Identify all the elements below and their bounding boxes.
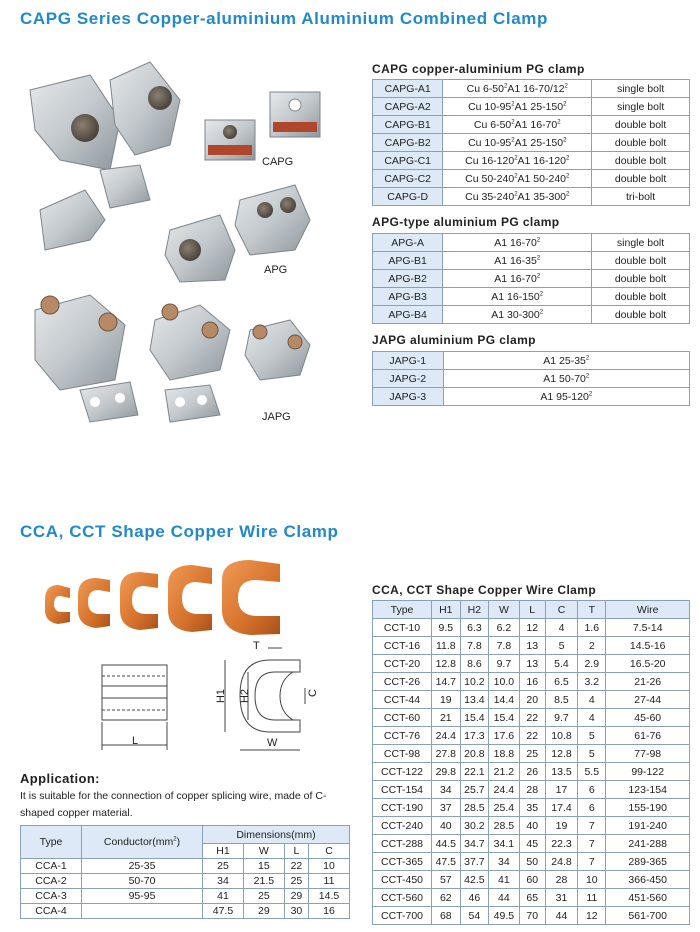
table-cell: 14.7 <box>432 673 461 691</box>
table-cell: Cu $6-50^2A1$ $16-70^2$ <box>443 116 592 134</box>
table-cell: CCT-700 <box>373 907 432 925</box>
table-cell: 44.5 <box>432 835 461 853</box>
table-cell: 41 <box>489 871 519 889</box>
table-cell: 24.4 <box>489 781 519 799</box>
table-cell: 42.5 <box>460 871 489 889</box>
table-cell: CAPG-A1 <box>373 80 443 98</box>
table-cell: double bolt <box>592 134 690 152</box>
cct-clamp-2 <box>78 578 110 628</box>
table-cell: 34.1 <box>489 835 519 853</box>
japg-plate-1 <box>80 382 138 422</box>
table-row <box>373 98 690 116</box>
application-text: It is suitable for the connection of copper splicing wire, made of C-shaped copper material. <box>20 790 327 819</box>
table-cell: 10.8 <box>545 727 577 745</box>
table-cell: CCA-1 <box>21 859 82 874</box>
table-cell: 19 <box>432 691 461 709</box>
table-cell: 21-26 <box>606 673 690 691</box>
table-cell: double bolt <box>592 252 690 270</box>
table-cell: 50-70 <box>82 874 203 889</box>
table-cell: 27-44 <box>606 691 690 709</box>
table-cell: CCT-26 <box>373 673 432 691</box>
table-cell: single bolt <box>592 98 690 116</box>
table-cell: 62 <box>432 889 461 907</box>
table-cell: 29 <box>284 889 308 904</box>
table-cell: 28 <box>545 871 577 889</box>
header-w: W <box>489 601 519 619</box>
table-cell: 9.7 <box>489 655 519 673</box>
table-cell: 29 <box>243 904 284 919</box>
table-cell: Cu $50-240^2A1$ $50-240^2$ <box>443 170 592 188</box>
table-cell: CAPG-B2 <box>373 134 443 152</box>
table-cell: CCT-154 <box>373 781 432 799</box>
table-cell: CCT-60 <box>373 709 432 727</box>
table-cell: 45-60 <box>606 709 690 727</box>
table-cell: CCT-450 <box>373 871 432 889</box>
table-cell: 15 <box>243 859 284 874</box>
table-cell: 4 <box>578 691 606 709</box>
table-cell: 24.4 <box>432 727 461 745</box>
table-cell: 12.8 <box>432 655 461 673</box>
table-row <box>373 673 690 691</box>
table-cell: 41 <box>203 889 244 904</box>
header-c: C <box>545 601 577 619</box>
table-cell: 14.5-16 <box>606 637 690 655</box>
table-row <box>373 745 690 763</box>
table-cell: 11 <box>309 874 350 889</box>
table-cell: 289-365 <box>606 853 690 871</box>
table-cell: Cu $16-120^2A1$ $16-120^2$ <box>443 152 592 170</box>
table-row <box>373 352 690 370</box>
table-cell: 27.8 <box>432 745 461 763</box>
table-cell: 34 <box>432 781 461 799</box>
table-cell: 12 <box>578 907 606 925</box>
table-cell: 40 <box>432 817 461 835</box>
japg-plate-2 <box>165 385 220 422</box>
table-cell: 35 <box>519 799 545 817</box>
apg-flat-1 <box>40 190 105 250</box>
table-cell: CCT-560 <box>373 889 432 907</box>
table-cell: 7.5-14 <box>606 619 690 637</box>
table-cell: 10.0 <box>489 673 519 691</box>
table-cell: 21.2 <box>489 763 519 781</box>
header-dim: W <box>243 844 284 859</box>
table-cell: tri-bolt <box>592 188 690 206</box>
table-cell: CAPG-D <box>373 188 443 206</box>
table-cell: A1 $50-70^2$ <box>443 370 689 388</box>
table-cell: CCT-288 <box>373 835 432 853</box>
table-cell: 14.4 <box>489 691 519 709</box>
table-cell: CAPG-C1 <box>373 152 443 170</box>
copper-clamp-photos <box>40 560 290 635</box>
table-cell: CCT-44 <box>373 691 432 709</box>
table-cell: 46 <box>460 889 489 907</box>
table-cell: 17.4 <box>545 799 577 817</box>
table-cell: 9.5 <box>432 619 461 637</box>
table-cell: 6.5 <box>545 673 577 691</box>
table-cell: 28.5 <box>489 817 519 835</box>
cct-clamp-5 <box>222 560 280 635</box>
table-cell: JAPG-3 <box>373 388 444 406</box>
table-cell: 34.7 <box>460 835 489 853</box>
table-row <box>373 889 690 907</box>
table-row <box>373 907 690 925</box>
table-row <box>373 116 690 134</box>
table-cell: 37.7 <box>460 853 489 871</box>
table-row <box>373 763 690 781</box>
table-row <box>373 234 690 252</box>
table-cell: 17.6 <box>489 727 519 745</box>
table-row <box>373 835 690 853</box>
header-dimensions: Dimensions(mm) <box>203 826 350 844</box>
dim-label-h2: H2 <box>239 688 252 704</box>
table-cell: 191-240 <box>606 817 690 835</box>
table-cell: 21 <box>432 709 461 727</box>
label-japg: JAPG <box>262 411 291 423</box>
table-cell: 8.6 <box>460 655 489 673</box>
table-cell: 11.8 <box>432 637 461 655</box>
apg-table <box>372 233 690 324</box>
table-row <box>373 252 690 270</box>
table-row <box>21 874 350 889</box>
header-dim: L <box>284 844 308 859</box>
table-cell: 6 <box>578 799 606 817</box>
table-cell: 45 <box>519 835 545 853</box>
table-cell: 54 <box>460 907 489 925</box>
table-cell: 19 <box>545 817 577 835</box>
table-cell: 10 <box>309 859 350 874</box>
table-cell: CCT-240 <box>373 817 432 835</box>
japg-table-title: JAPG aluminium PG clamp <box>372 333 536 347</box>
table-cell: 7 <box>578 853 606 871</box>
clamp-photos-pg <box>20 50 360 450</box>
table-cell: 47.5 <box>432 853 461 871</box>
table-cell: 68 <box>432 907 461 925</box>
table-cell: 11 <box>578 889 606 907</box>
table-cell: 26 <box>519 763 545 781</box>
table-cell: 5 <box>545 637 577 655</box>
table-cell: 21.5 <box>243 874 284 889</box>
header-h1: H1 <box>432 601 461 619</box>
table-cell: double bolt <box>592 270 690 288</box>
table-cell: 44 <box>545 907 577 925</box>
table-cell: A1 $25-35^2$ <box>443 352 689 370</box>
table-cell: 10.2 <box>460 673 489 691</box>
apg-clamp-2 <box>235 185 310 255</box>
table-cell: APG-B1 <box>373 252 443 270</box>
dim-label-h1: H1 <box>215 688 228 704</box>
table-cell: double bolt <box>592 306 690 324</box>
table-cell: 22 <box>284 859 308 874</box>
apg-table-title: APG-type aluminium PG clamp <box>372 215 560 229</box>
table-cell: 30 <box>284 904 308 919</box>
table-cell: CCT-98 <box>373 745 432 763</box>
table-cell: CCT-365 <box>373 853 432 871</box>
table-cell: 7 <box>578 817 606 835</box>
table-cell: 44 <box>489 889 519 907</box>
table-cell: 24.8 <box>545 853 577 871</box>
table-cell: APG-B2 <box>373 270 443 288</box>
capg-clamp-small-1 <box>205 120 255 160</box>
table-cell: 25 <box>519 745 545 763</box>
table-row <box>373 727 690 745</box>
header-wire: Wire <box>606 601 690 619</box>
table-cell: 5.4 <box>545 655 577 673</box>
table-cell: A1 $30-300^2$ <box>443 306 592 324</box>
table-cell: CCT-20 <box>373 655 432 673</box>
table-row <box>373 170 690 188</box>
table-cell: 366-450 <box>606 871 690 889</box>
table-row <box>373 134 690 152</box>
table-row <box>373 388 690 406</box>
table-cell: 77-98 <box>606 745 690 763</box>
table-cell: JAPG-1 <box>373 352 444 370</box>
table-cell: 6.2 <box>489 619 519 637</box>
table-cell: 6 <box>578 781 606 799</box>
header-conductor: $Conductor(mm^2)$ <box>82 826 203 859</box>
table-cell: 31 <box>545 889 577 907</box>
cct-clamp-4 <box>168 565 212 632</box>
table-cell: 47.5 <box>203 904 244 919</box>
table-cell: CCA-2 <box>21 874 82 889</box>
japg-clamp-2 <box>150 304 230 380</box>
table-cell: 34 <box>203 874 244 889</box>
table-cell: 34 <box>489 853 519 871</box>
table-row <box>373 270 690 288</box>
table-cell: 1.6 <box>578 619 606 637</box>
table-cell: 60 <box>519 871 545 889</box>
cct-clamp-3 <box>120 572 158 630</box>
table-cell: A1 $95-120^2$ <box>443 388 689 406</box>
cca-table <box>20 825 350 919</box>
table-cell: 57 <box>432 871 461 889</box>
table-cell: 451-560 <box>606 889 690 907</box>
table-cell: 12 <box>519 619 545 637</box>
table-cell: 25 <box>284 874 308 889</box>
table-row <box>373 152 690 170</box>
table-cell: 40 <box>519 817 545 835</box>
capg-table <box>372 79 690 206</box>
table-cell: CCT-16 <box>373 637 432 655</box>
header-type: Type <box>373 601 432 619</box>
table-row <box>21 859 350 874</box>
table-cell: CCT-122 <box>373 763 432 781</box>
table-cell: 28 <box>519 781 545 799</box>
table-cell: 17 <box>545 781 577 799</box>
capg-table-title: CAPG copper-aluminium PG clamp <box>372 62 585 76</box>
table-cell: 15.4 <box>460 709 489 727</box>
cct-clamp-1 <box>45 585 70 624</box>
cct-table <box>372 600 690 925</box>
table-cell: 13.5 <box>545 763 577 781</box>
table-cell: Cu $35-240^2A1$ $35-300^2$ <box>443 188 592 206</box>
table-cell: APG-B4 <box>373 306 443 324</box>
table-cell: CAPG-C2 <box>373 170 443 188</box>
table-cell: 25 <box>243 889 284 904</box>
table-cell: 25-35 <box>82 859 203 874</box>
section1-title: CAPG Series Copper-aluminium Aluminium Combined Clamp <box>20 9 549 28</box>
table-cell: 20.8 <box>460 745 489 763</box>
table-cell: 99-122 <box>606 763 690 781</box>
table-cell: CCA-3 <box>21 889 82 904</box>
table-cell: 25 <box>203 859 244 874</box>
table-cell: 9.7 <box>545 709 577 727</box>
table-cell: 5.5 <box>578 763 606 781</box>
japg-clamp-1 <box>35 295 125 390</box>
dim-label-t: T <box>253 640 260 652</box>
table-cell: 13 <box>519 637 545 655</box>
table-cell: double bolt <box>592 152 690 170</box>
table-cell: 25.4 <box>489 799 519 817</box>
header-l: L <box>519 601 545 619</box>
table-cell: 15.4 <box>489 709 519 727</box>
table-row <box>373 691 690 709</box>
apg-flat-2 <box>100 165 150 208</box>
table-cell: A1 $16-35^2$ <box>443 252 592 270</box>
table-row <box>373 817 690 835</box>
table-cell: 25.7 <box>460 781 489 799</box>
table-cell: CCT-10 <box>373 619 432 637</box>
table-cell: 13.4 <box>460 691 489 709</box>
table-cell: 4 <box>545 619 577 637</box>
table-cell: A1 $16-70^2$ <box>443 234 592 252</box>
table-cell: 16 <box>519 673 545 691</box>
table-cell: 10 <box>578 871 606 889</box>
table-cell: 22.1 <box>460 763 489 781</box>
japg-table <box>372 351 690 406</box>
table-cell: 7.8 <box>489 637 519 655</box>
table-cell: CAPG-B1 <box>373 116 443 134</box>
table-cell: 49.5 <box>489 907 519 925</box>
table-row <box>373 306 690 324</box>
table-cell: double bolt <box>592 288 690 306</box>
table-cell: single bolt <box>592 234 690 252</box>
table-cell: 6.3 <box>460 619 489 637</box>
table-cell: 61-76 <box>606 727 690 745</box>
table-cell: CCT-76 <box>373 727 432 745</box>
table-cell: 29.8 <box>432 763 461 781</box>
table-cell: JAPG-2 <box>373 370 444 388</box>
capg-clamp-2 <box>110 62 180 155</box>
table-cell: 22 <box>519 727 545 745</box>
table-cell: 2.9 <box>578 655 606 673</box>
header-t: T <box>578 601 606 619</box>
table-cell: 123-154 <box>606 781 690 799</box>
table-cell: 7 <box>578 835 606 853</box>
apg-clamp-1 <box>165 215 235 282</box>
table-cell: CAPG-A2 <box>373 98 443 116</box>
table-row <box>373 871 690 889</box>
table-row <box>21 889 350 904</box>
table-cell <box>82 904 203 919</box>
cct-table-title: CCA, CCT Shape Copper Wire Clamp <box>372 583 597 597</box>
table-cell: 13 <box>519 655 545 673</box>
header-h2: H2 <box>460 601 489 619</box>
table-row <box>373 637 690 655</box>
dim-label-c: C <box>306 689 319 697</box>
table-row <box>373 370 690 388</box>
table-cell: 70 <box>519 907 545 925</box>
table-row <box>21 904 350 919</box>
table-cell: 3.2 <box>578 673 606 691</box>
table-cell: 5 <box>578 745 606 763</box>
table-cell: 5 <box>578 727 606 745</box>
table-cell: 28.5 <box>460 799 489 817</box>
table-cell: APG-A <box>373 234 443 252</box>
table-cell: 241-288 <box>606 835 690 853</box>
table-cell: 155-190 <box>606 799 690 817</box>
table-row <box>373 619 690 637</box>
application-title: Application: <box>20 771 100 786</box>
dim-label-l: L <box>132 735 139 747</box>
label-apg: APG <box>264 264 288 276</box>
table-cell: APG-B3 <box>373 288 443 306</box>
table-row <box>373 80 690 98</box>
dim-label-w: W <box>267 737 278 749</box>
table-cell: A1 $16-150^2$ <box>443 288 592 306</box>
table-cell: 50 <box>519 853 545 871</box>
table-cell: 17.3 <box>460 727 489 745</box>
table-row <box>373 655 690 673</box>
table-row <box>373 188 690 206</box>
table-cell: CCT-190 <box>373 799 432 817</box>
table-cell: double bolt <box>592 116 690 134</box>
capg-clamp-1 <box>30 75 120 170</box>
table-cell: 561-700 <box>606 907 690 925</box>
table-cell: 30.2 <box>460 817 489 835</box>
table-cell: 16.5-20 <box>606 655 690 673</box>
table-cell: 37 <box>432 799 461 817</box>
header-type: Type <box>21 826 82 859</box>
table-cell: 22.3 <box>545 835 577 853</box>
table-row <box>373 709 690 727</box>
table-cell: 65 <box>519 889 545 907</box>
table-row <box>373 853 690 871</box>
capg-clamp-small-2 <box>270 92 320 137</box>
table-row <box>373 781 690 799</box>
table-cell: 14.5 <box>309 889 350 904</box>
table-cell: Cu $10-95^2A1$ $25-150^2$ <box>443 134 592 152</box>
japg-clamp-3 <box>245 320 310 380</box>
table-cell: 22 <box>519 709 545 727</box>
table-cell: double bolt <box>592 170 690 188</box>
table-cell: 18.8 <box>489 745 519 763</box>
table-cell: Cu $10-95^2A1$ $25-150^2$ <box>443 98 592 116</box>
table-cell: Cu $6-50^2A1$ $16-70/12^2$ <box>443 80 592 98</box>
table-cell: 95-95 <box>82 889 203 904</box>
table-row <box>373 799 690 817</box>
table-cell: CCA-4 <box>21 904 82 919</box>
header-dim: H1 <box>203 844 244 859</box>
table-cell: 8.5 <box>545 691 577 709</box>
table-cell: single bolt <box>592 80 690 98</box>
table-cell: 7.8 <box>460 637 489 655</box>
section2-title: CCA, CCT Shape Copper Wire Clamp <box>20 522 339 541</box>
table-row <box>373 288 690 306</box>
table-cell: 12.8 <box>545 745 577 763</box>
header-dim: C <box>309 844 350 859</box>
table-cell: 4 <box>578 709 606 727</box>
table-cell: 2 <box>578 637 606 655</box>
label-capg: CAPG <box>262 156 294 168</box>
table-cell: 20 <box>519 691 545 709</box>
front-view <box>225 648 305 750</box>
table-cell: A1 $16-70^2$ <box>443 270 592 288</box>
table-cell: 16 <box>309 904 350 919</box>
